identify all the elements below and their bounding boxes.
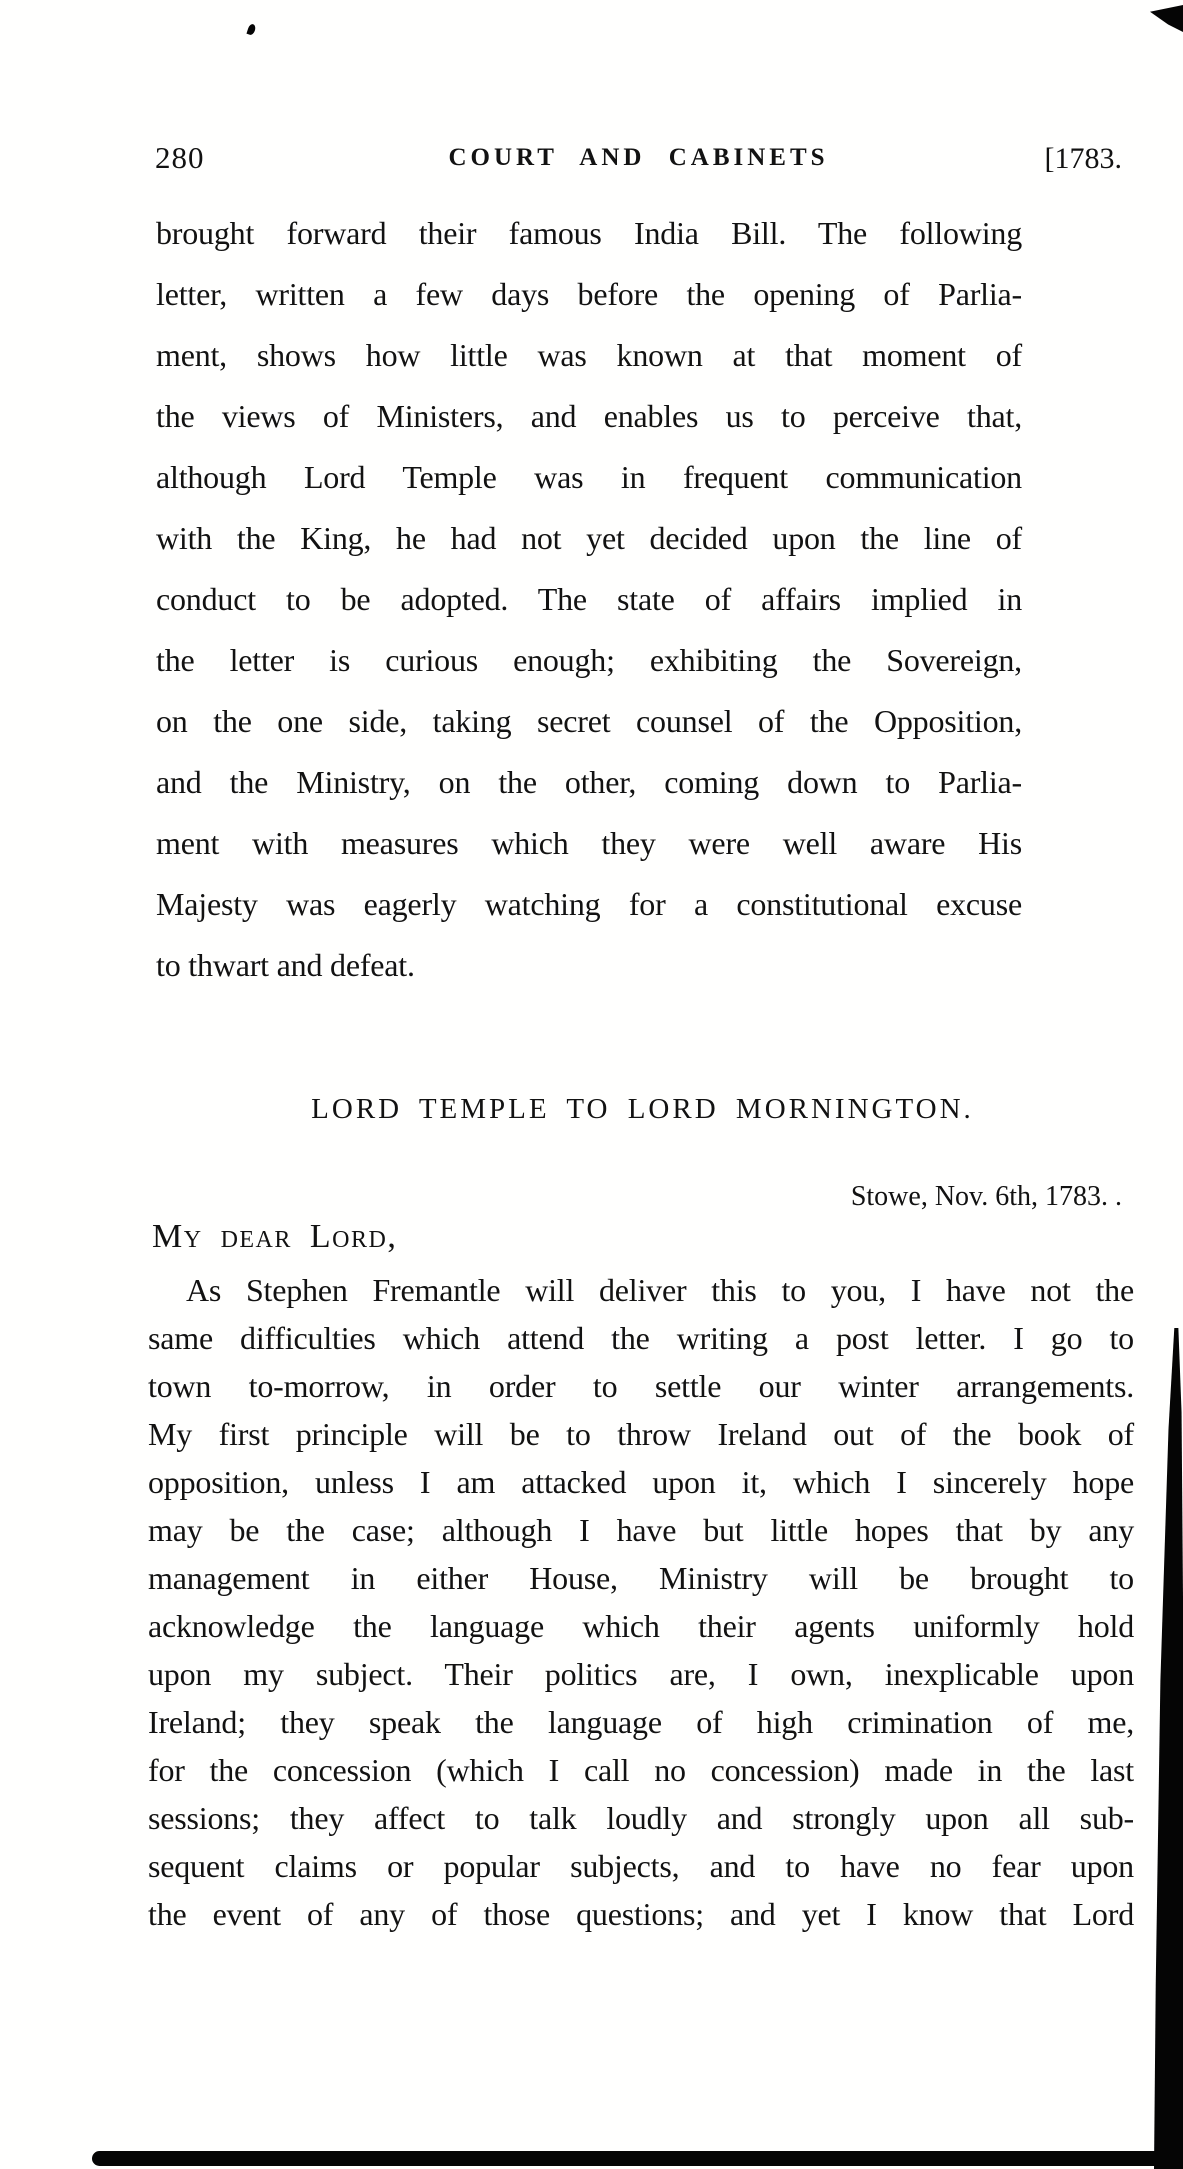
text-line: As Stephen Fremantle will deliver this to you, I have not the	[186, 1272, 1134, 1308]
text-line: ment with measures which they were well aware His	[156, 825, 1022, 861]
text-line: conduct to be adopted. The state of affairs implied in	[156, 581, 1022, 617]
ink-speck-artifact	[246, 23, 256, 36]
text-line: town to-morrow, in order to settle our winter arrangements.	[148, 1368, 1134, 1404]
letter-dateline: Stowe, Nov. 6th, 1783. .	[850, 1181, 1122, 1212]
text-line: sessions; they affect to talk loudly and strongly upon all sub-	[148, 1800, 1134, 1836]
text-line: on the one side, taking secret counsel of the Opposition,	[156, 703, 1022, 739]
gutter-shadow-bar	[1154, 1328, 1183, 2169]
corner-wedge-artifact	[1150, 5, 1183, 32]
text-line: ment, shows how little was known at that moment of	[156, 337, 1022, 373]
text-line: brought forward their famous India Bill. The following	[156, 215, 1022, 251]
running-header	[155, 140, 1122, 176]
year-marker: [1783.	[1044, 142, 1122, 175]
text-line: Ireland; they speak the language of high crimination of me,	[148, 1704, 1134, 1740]
text-line: to thwart and defeat.	[156, 947, 415, 983]
text-line: the letter is curious enough; exhibiting the Sovereign,	[156, 642, 1022, 678]
text-line: management in either House, Ministry will be brought to	[148, 1560, 1134, 1596]
intro-paragraph	[156, 203, 1022, 996]
text-line: the event of any of those questions; and yet I know that Lord	[148, 1896, 1134, 1932]
letter-heading: LORD TEMPLE TO LORD MORNINGTON.	[311, 1093, 974, 1125]
text-line: acknowledge the language which their agents uniformly hold	[148, 1608, 1134, 1644]
bottom-edge-bar	[92, 2151, 1183, 2166]
page-number: 280	[155, 140, 205, 175]
text-line: with the King, he had not yet decided upon the line of	[156, 520, 1022, 556]
text-line: although Lord Temple was in frequent communication	[156, 459, 1022, 495]
text-line: upon my subject. Their politics are, I own, inexplicable upon	[148, 1656, 1134, 1692]
running-title: COURT AND CABINETS	[448, 144, 829, 171]
letter-salutation: My dear Lord,	[152, 1218, 398, 1255]
text-line: and the Ministry, on the other, coming down to Parlia-	[156, 764, 1022, 800]
text-line: the views of Ministers, and enables us to perceive that,	[156, 398, 1022, 434]
letter-body	[148, 1266, 1134, 1938]
text-line: may be the case; although I have but little hopes that by any	[148, 1512, 1134, 1548]
text-line: sequent claims or popular subjects, and to have no fear upon	[148, 1848, 1134, 1884]
text-line: same difficulties which attend the writing a post letter. I go to	[148, 1320, 1134, 1356]
text-line: for the concession (which I call no concession) made in the last	[148, 1752, 1134, 1788]
text-line: letter, written a few days before the opening of Parlia-	[156, 276, 1022, 312]
text-line: Majesty was eagerly watching for a constitutional excuse	[156, 886, 1022, 922]
text-line: My first principle will be to throw Ireland out of the book of	[148, 1416, 1134, 1452]
text-line: opposition, unless I am attacked upon it, which I sincerely hope	[148, 1464, 1134, 1500]
